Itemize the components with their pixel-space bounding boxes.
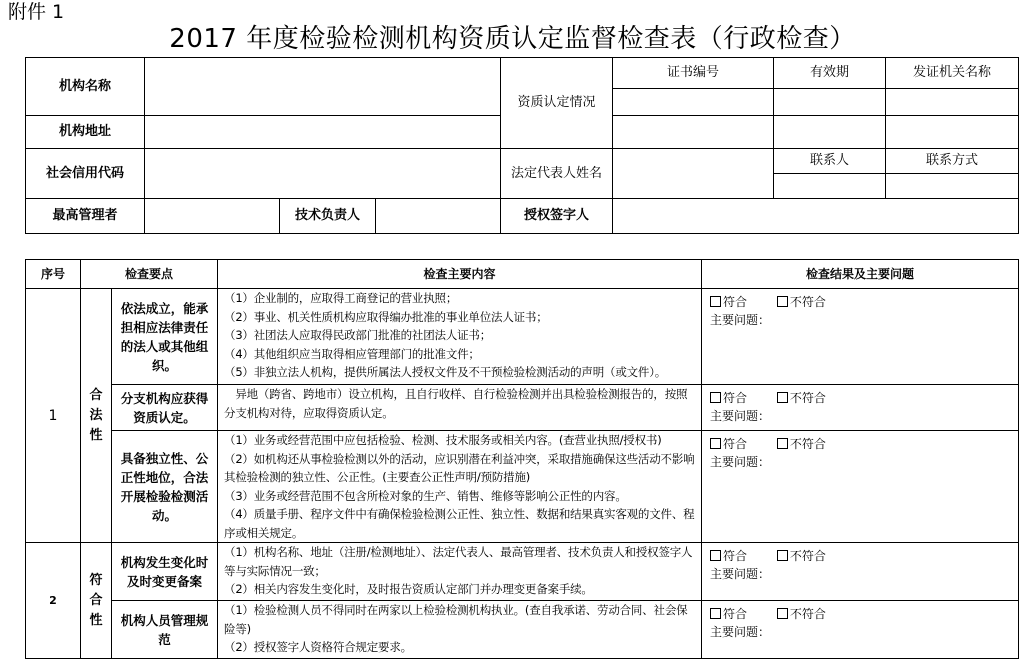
org-name-value[interactable]	[145, 58, 501, 116]
problem-label[interactable]: 主要问题：	[710, 313, 771, 327]
checkbox-icon	[710, 608, 721, 619]
contact-value[interactable]	[774, 174, 886, 199]
checkbox-icon	[710, 550, 721, 561]
category-cell-2	[81, 543, 112, 659]
content-cell	[218, 385, 702, 431]
issuer-value-2[interactable]	[886, 116, 1019, 149]
conform-label: 符合	[723, 295, 748, 309]
category-cell-1	[81, 289, 112, 543]
result-cell	[702, 289, 1019, 385]
not-conform-option[interactable]	[777, 389, 826, 407]
conform-label: 符合	[723, 549, 748, 563]
key-points-header: 检查要点	[81, 260, 218, 289]
conform-label: 符合	[723, 607, 748, 621]
contact-method-value[interactable]	[886, 174, 1019, 199]
legal-rep-label: 法定代表人姓名	[501, 149, 613, 199]
key-point-cell: 机构发生变化时及时变更备案	[112, 543, 218, 601]
content-line: （1）业务或经营范围中应包括检验、检测、技术服务或相关内容。(查营业执照/授权书)	[224, 433, 662, 447]
org-address-label: 机构地址	[26, 116, 145, 149]
contact-method-header: 联系方式	[886, 149, 1019, 174]
result-header: 检查结果及主要问题	[702, 260, 1019, 289]
validity-value-2[interactable]	[774, 116, 886, 149]
checkbox-icon	[777, 296, 788, 307]
category-char: 合	[89, 387, 103, 403]
auth-signatory-value[interactable]	[613, 199, 1019, 234]
conform-option[interactable]	[710, 605, 747, 623]
org-address-value[interactable]	[145, 116, 501, 149]
legal-rep-value[interactable]	[613, 149, 774, 199]
content-line: （2）授权签字人资格符合规定要求。	[224, 640, 412, 654]
not-conform-option[interactable]	[777, 547, 826, 565]
org-name-label: 机构名称	[26, 58, 145, 116]
top-manager-value[interactable]	[145, 199, 280, 234]
conform-option[interactable]	[710, 547, 747, 565]
contact-header: 联系人	[774, 149, 886, 174]
info-table	[25, 57, 1019, 234]
cert-no-header: 证书编号	[613, 58, 774, 89]
credit-code-label: 社会信用代码	[26, 149, 145, 199]
key-point-cell: 依法成立，能承担相应法律责任的法人或其他组织。	[112, 289, 218, 385]
content-line: （4）质量手册、程序文件中有确保检验检测公正性、独立性、数据和结果真实客观的文件、程序或相关规定。	[224, 507, 695, 540]
problem-label[interactable]: 主要问题：	[710, 625, 771, 639]
conform-label: 符合	[723, 437, 748, 451]
category-char: 合	[89, 592, 103, 608]
checkbox-icon	[710, 438, 721, 449]
conform-option[interactable]	[710, 293, 747, 311]
checkbox-icon	[777, 438, 788, 449]
top-manager-label: 最高管理者	[26, 199, 145, 234]
conform-label: 符合	[723, 391, 748, 405]
content-line: （1）机构名称、地址（注册/检测地址）、法定代表人、最高管理者、技术负责人和授权签字人等与实际情况一致；	[224, 545, 693, 578]
cert-no-value[interactable]	[613, 89, 774, 116]
cert-no-value-2[interactable]	[613, 116, 774, 149]
tech-lead-label: 技术负责人	[280, 199, 376, 234]
content-cell	[218, 431, 702, 543]
content-header: 检查主要内容	[218, 260, 702, 289]
category-char: 符	[89, 572, 103, 588]
key-point-cell: 分支机构应获得资质认定。	[112, 385, 218, 431]
category-char: 性	[89, 427, 103, 443]
result-cell	[702, 601, 1019, 659]
problem-label[interactable]: 主要问题：	[710, 567, 771, 581]
not-conform-option[interactable]	[777, 293, 826, 311]
problem-label[interactable]: 主要问题：	[710, 409, 771, 423]
credit-code-value[interactable]	[145, 149, 501, 199]
conform-option[interactable]	[710, 435, 747, 453]
page-title: 2017 年度检验检测机构资质认定监督检查表（行政检查）	[169, 24, 856, 54]
content-line: （2）相关内容发生变化时，及时报告资质认定部门并办理变更备案手续。	[224, 582, 593, 596]
problem-label[interactable]: 主要问题：	[710, 455, 771, 469]
seq-cell-1: 1	[26, 289, 81, 543]
result-cell	[702, 543, 1019, 601]
not-conform-option[interactable]	[777, 435, 826, 453]
inspection-table	[25, 259, 1019, 659]
result-cell	[702, 385, 1019, 431]
validity-header: 有效期	[774, 58, 886, 89]
content-line: 异地（跨省、跨地市）设立机构，且自行收样、自行检验检测并出具检验检测报告的，按照分支机构对待，应取得资质认定。	[224, 387, 688, 420]
qualification-label: 资质认定情况	[501, 58, 613, 149]
content-line: （4）其他组织应当取得相应管理部门的批准文件；	[224, 346, 480, 361]
seq-cell-2: 2	[26, 543, 81, 659]
not-conform-label: 不符合	[789, 607, 826, 621]
content-line: （3）业务或经营范围不包含所检对象的生产、销售、维修等影响公正性的内容。	[224, 488, 627, 503]
annex-label: 附件 1	[8, 1, 65, 23]
key-point-cell: 机构人员管理规范	[112, 601, 218, 659]
content-cell	[218, 543, 702, 601]
content-line: （5）非独立法人机构，提供所属法人授权文件及不干预检验检测活动的声明（或文件）。	[224, 365, 667, 379]
content-line: （1）企业制的，应取得工商登记的营业执照；	[224, 291, 458, 305]
not-conform-label: 不符合	[789, 437, 826, 451]
content-line: （2）如机构还从事检验检测以外的活动，应识别潜在利益冲突，采取措施确保这些活动不影响其检验检测的独立性、公正性。(主要查公正性声明/预防措施)	[224, 451, 695, 484]
content-line: （3）社团法人应取得民政部门批准的社团法人证书；	[224, 328, 492, 342]
checkbox-icon	[777, 392, 788, 403]
checkbox-icon	[710, 296, 721, 307]
content-cell	[218, 601, 702, 659]
tech-lead-value[interactable]	[376, 199, 501, 234]
issuer-header: 发证机关名称	[886, 58, 1019, 89]
content-line: （2）事业、机关性质机构应取得编办批准的事业单位法人证书；	[224, 309, 548, 324]
key-point-cell: 具备独立性、公正性地位，合法开展检验检测活动。	[112, 431, 218, 543]
content-line: （1）检验检测人员不得同时在两家以上检验检测机构执业。(查自我承诺、劳动合同、社会保险等)	[224, 603, 688, 636]
not-conform-label: 不符合	[789, 391, 826, 405]
checkbox-icon	[777, 550, 788, 561]
result-cell	[702, 431, 1019, 543]
checkbox-icon	[777, 608, 788, 619]
not-conform-label: 不符合	[789, 295, 826, 309]
seq-header: 序号	[26, 260, 81, 289]
checkbox-icon	[710, 392, 721, 403]
category-char: 法	[89, 407, 103, 423]
auth-signatory-label: 授权签字人	[501, 199, 613, 234]
content-cell	[218, 289, 702, 385]
not-conform-option[interactable]	[777, 605, 826, 623]
validity-value[interactable]	[774, 89, 886, 116]
category-char: 性	[89, 612, 103, 628]
issuer-value[interactable]	[886, 89, 1019, 116]
not-conform-label: 不符合	[789, 549, 826, 563]
conform-option[interactable]	[710, 389, 747, 407]
